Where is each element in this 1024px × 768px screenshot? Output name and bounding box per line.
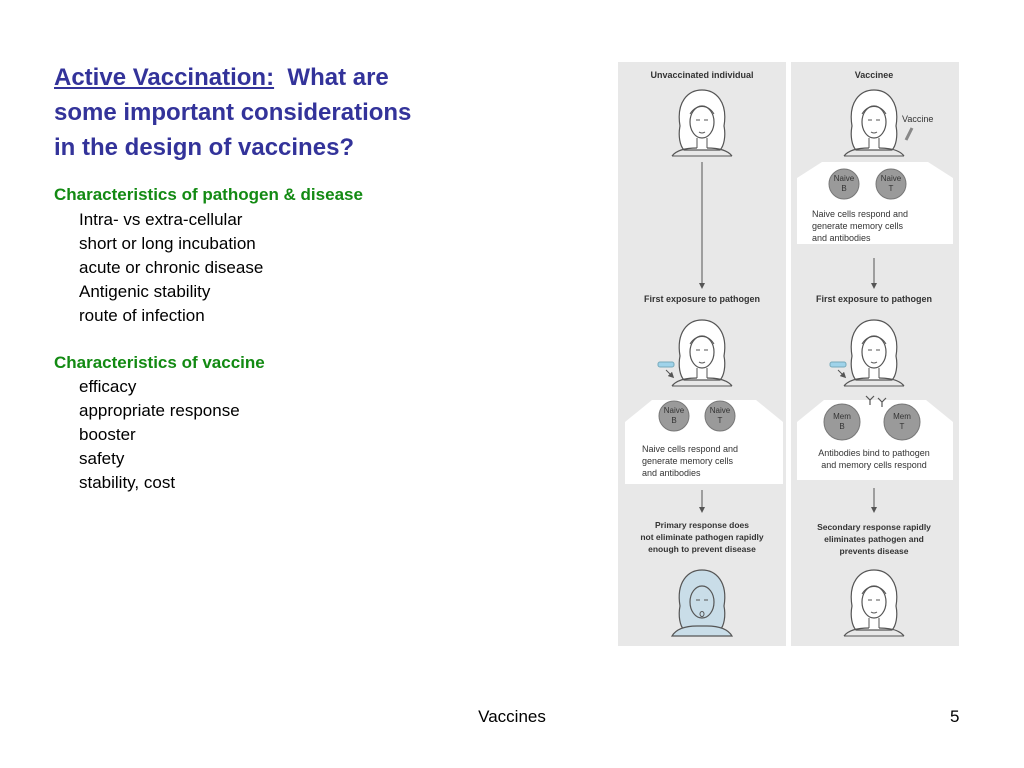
outcome-text: enough to prevent disease xyxy=(648,544,756,554)
section-heading-pathogen: Characteristics of pathogen & disease xyxy=(54,185,363,204)
callout-note: Antibodies bind to pathogen xyxy=(818,448,930,458)
slide-title xyxy=(54,60,494,165)
title-lead: Active Vaccination: xyxy=(54,64,275,91)
cell-label: B xyxy=(671,416,677,425)
vaccine-label: Vaccine xyxy=(902,114,934,124)
list-item: short or long incubation xyxy=(79,234,256,253)
right-heading: Vaccinee xyxy=(854,70,894,80)
list-item: efficacy xyxy=(79,377,137,396)
title-line2: some important considerations xyxy=(54,99,412,126)
list-item: acute or chronic disease xyxy=(79,258,264,277)
cell-label: Naive xyxy=(709,406,731,415)
pathogen-icon xyxy=(658,362,674,367)
list-item: stability, cost xyxy=(79,473,176,492)
exposure-label: First exposure to pathogen xyxy=(643,294,761,304)
cell-label: Naive xyxy=(833,174,855,183)
callout-note: and antibodies xyxy=(642,468,701,478)
cell-label: Mem xyxy=(893,412,911,421)
cell-label: Naive xyxy=(663,406,685,415)
cell-label: B xyxy=(839,422,845,431)
callout-note: generate memory cells xyxy=(642,456,734,466)
callout-note: and antibodies xyxy=(812,233,871,243)
pathogen-icon xyxy=(830,362,846,367)
outcome-text: Primary response does xyxy=(654,520,750,530)
section-heading-vaccine: Characteristics of vaccine xyxy=(54,353,265,372)
outcome-text: eliminates pathogen and xyxy=(824,534,924,544)
cell-label: T xyxy=(899,422,905,431)
left-heading: Unvaccinated individual xyxy=(650,70,754,80)
page-number: 5 xyxy=(950,707,960,726)
callout-note: and memory cells respond xyxy=(821,460,927,470)
cell-label: Mem xyxy=(833,412,851,421)
outcome-text: prevents disease xyxy=(839,546,909,556)
cell-label: Naive xyxy=(880,174,902,183)
list-item: booster xyxy=(79,425,136,444)
callout-note: generate memory cells xyxy=(812,221,904,231)
vaccine-list xyxy=(79,375,240,495)
list-item: safety xyxy=(79,449,125,468)
title-line3: in the design of vaccines? xyxy=(54,134,355,161)
list-item: route of infection xyxy=(79,306,205,325)
title-line1-rest: What are xyxy=(287,64,389,91)
vaccination-diagram xyxy=(616,62,960,646)
list-item: Intra- vs extra-cellular xyxy=(79,210,243,229)
footer-title: Vaccines xyxy=(478,707,546,726)
cell-label: T xyxy=(717,416,723,425)
callout-note: Naive cells respond and xyxy=(642,444,739,454)
pathogen-list xyxy=(79,208,263,328)
list-item: Antigenic stability xyxy=(79,282,211,301)
outcome-text: Secondary response rapidly xyxy=(817,522,931,532)
list-item: appropriate response xyxy=(79,401,240,420)
exposure-label: First exposure to pathogen xyxy=(815,294,933,304)
callout-note: Naive cells respond and xyxy=(812,209,909,219)
cell-label: B xyxy=(841,184,847,193)
outcome-text: not eliminate pathogen rapidly xyxy=(640,532,764,542)
cell-label: T xyxy=(888,184,894,193)
callout-box xyxy=(797,162,953,244)
